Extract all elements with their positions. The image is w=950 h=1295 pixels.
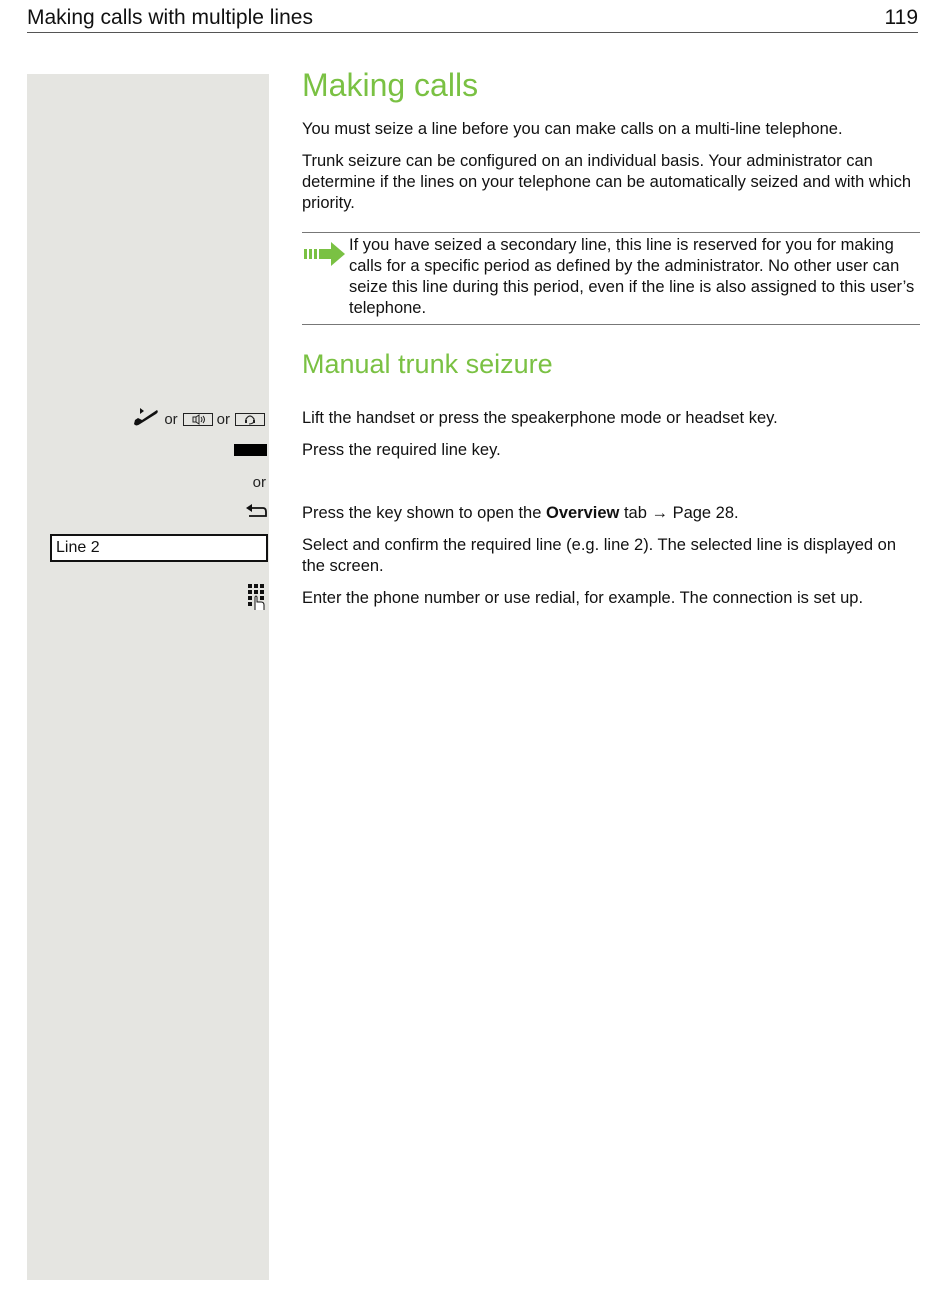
step3-text-before: Press the key shown to open the [302,504,546,522]
note-box [302,232,920,325]
step3-text-after: tab → Page 28. [619,504,739,522]
overview-label: Overview [545,504,620,522]
speaker-key-icon [183,413,213,426]
step5-text: Enter the phone number or use redial, for example. The connection is set up. [302,589,864,607]
step5-keys [247,585,267,613]
header-title: Making calls with multiple lines [27,6,313,29]
keypad-icon [247,583,267,616]
headset-key-icon [235,413,265,426]
config-paragraph: Trunk seizure can be configured on an individual basis. Your administrator can determine if the lines on your telephone can be automatically seized and with which priority. [302,152,912,212]
back-arrow-icon [245,503,267,526]
step1-keys [132,408,267,430]
intro-paragraph: You must seize a line before you can make calls on a multi-line telephone. [302,120,843,138]
note-arrow-icon [304,241,346,272]
alternative-separator [253,471,267,493]
step1-text: Lift the handset or press the speakerphone mode or headset key. [302,409,778,427]
or-label: or [216,410,230,428]
step2-text: Press the required line key. [302,441,501,459]
section-title: Making calls [302,67,479,103]
step4-text: Select and confirm the required line (e.g. line 2). The selected line is displayed on the screen. [302,536,897,575]
display-line-entry: Line 2 [50,534,268,562]
or-label: or [164,410,178,428]
handset-icon [132,406,160,433]
page-number: 119 [884,6,918,29]
step3-keys [245,503,267,525]
sidebar-column [27,74,269,1280]
line-key-icon [234,444,267,456]
page-header [27,5,918,33]
step2-keys [234,439,267,461]
subsection-title: Manual trunk seizure [302,349,553,379]
or-label: or [252,473,266,491]
note-text: If you have seized a secondary line, this line is reserved for you for making calls for a specific period as defined by the administrator. No other user can seize this line during this period, even if the line is also assigned to this user’s telephone. [349,236,915,317]
step3-text [302,503,920,524]
